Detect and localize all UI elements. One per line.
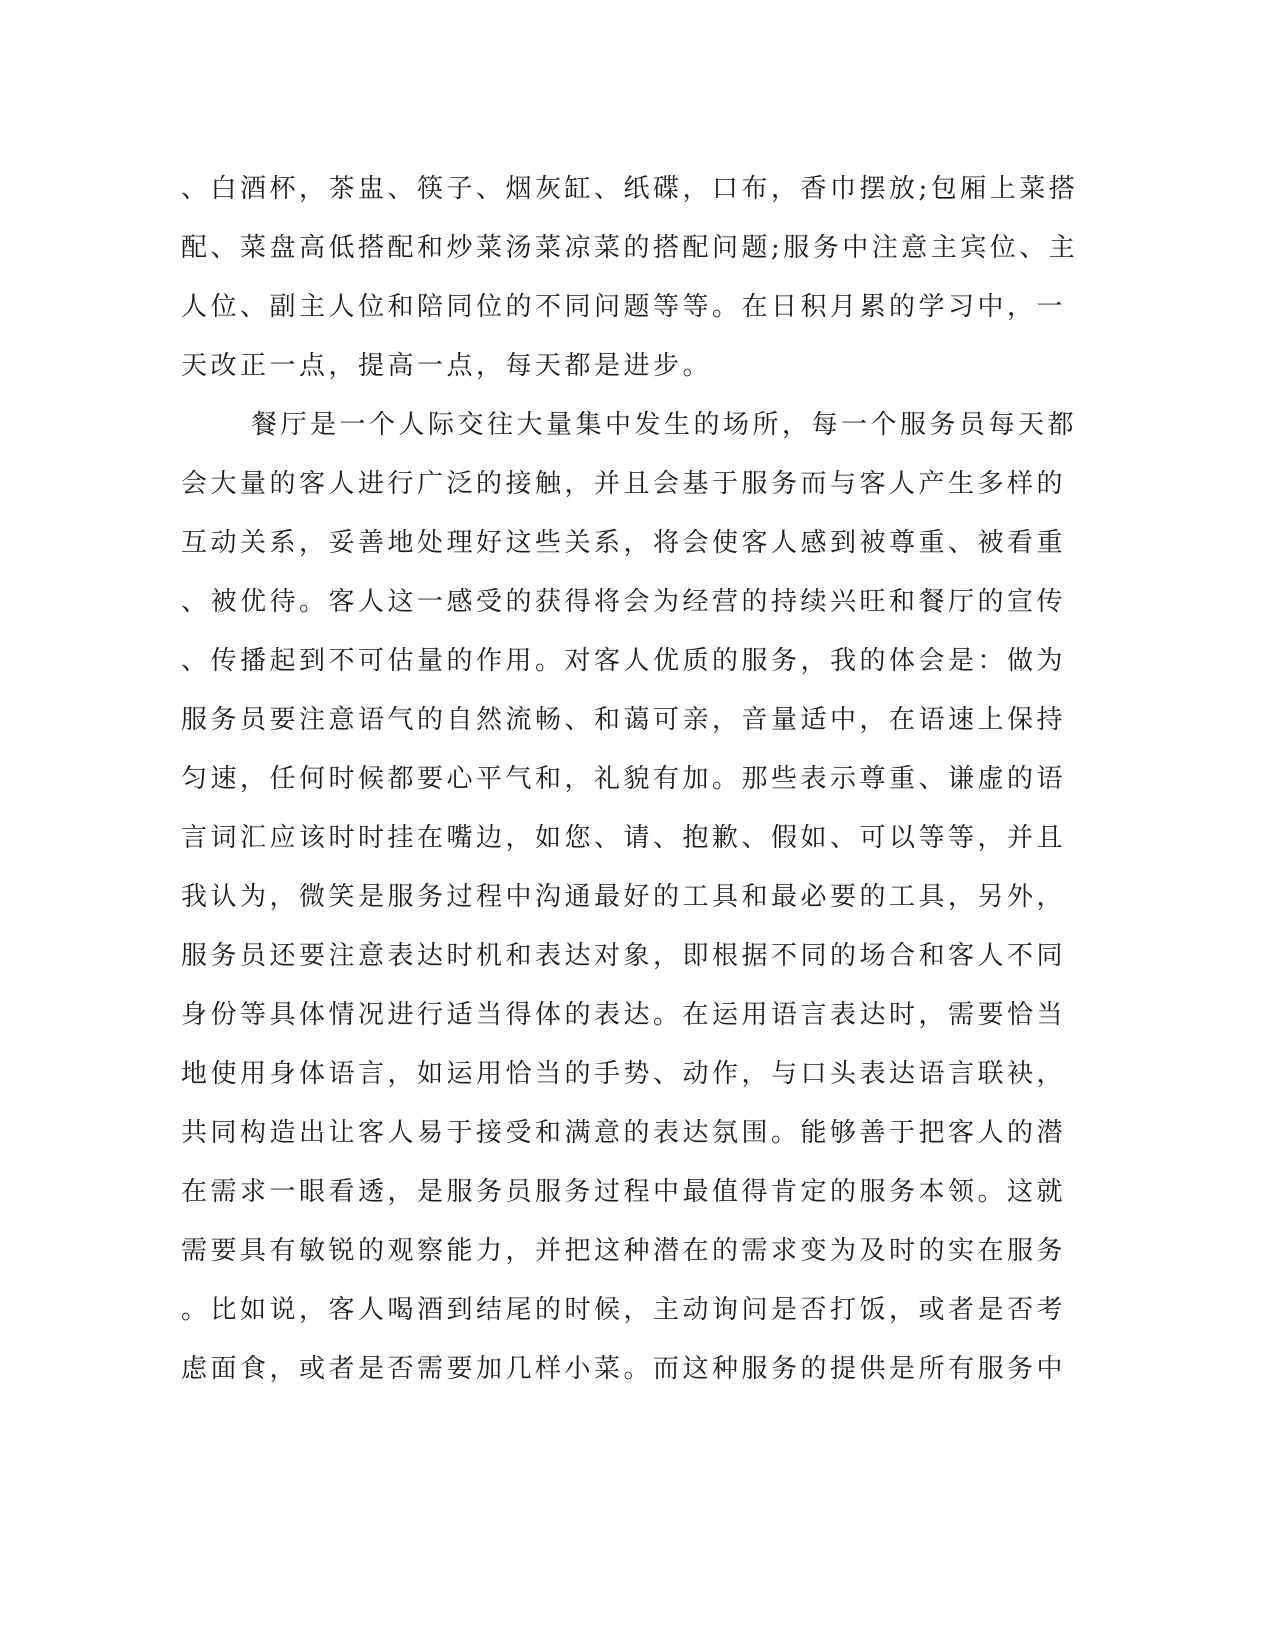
text-line: 服务员还要注意表达时机和表达对象，即根据不同的场合和客人不同 (181, 941, 1067, 971)
text-line: 。比如说，客人喝酒到结尾的时候，主动询问是否打饭，或者是否考 (181, 1295, 1067, 1325)
text-line: 天改正一点，提高一点，每天都是进步。 (181, 351, 713, 381)
text-line: 人位、副主人位和陪同位的不同问题等等。在日积月累的学习中，一 (181, 292, 1067, 322)
text-line: 我认为，微笑是服务过程中沟通最好的工具和最必要的工具，另外， (181, 882, 1067, 912)
paragraph-1 (181, 160, 1079, 396)
text-line: 虑面食，或者是否需要加几样小菜。而这种服务的提供是所有服务中 (181, 1354, 1067, 1384)
text-line: 、传播起到不可估量的作用。对客人优质的服务，我的体会是：做为 (181, 646, 1067, 676)
paragraph-2 (181, 396, 1078, 1399)
text-line: 会大量的客人进行广泛的接触，并且会基于服务而与客人产生多样的 (181, 469, 1067, 499)
text-line: 互动关系，妥善地处理好这些关系，将会使客人感到被尊重、被看重 (181, 528, 1067, 558)
text-line: 需要具有敏锐的观察能力，并把这种潜在的需求变为及时的实在服务 (181, 1236, 1067, 1266)
text-line: 共同构造出让客人易于接受和满意的表达氛围。能够善于把客人的潜 (181, 1118, 1067, 1148)
text-line: 餐厅是一个人际交往大量集中发生的场所，每一个服务员每天都 (251, 410, 1078, 440)
text-line: 匀速，任何时候都要心平气和，礼貌有加。那些表示尊重、谦虚的语 (181, 764, 1067, 794)
text-line: 服务员要注意语气的自然流畅、和蔼可亲，音量适中，在语速上保持 (181, 705, 1067, 735)
text-line: 配、菜盘高低搭配和炒菜汤菜凉菜的搭配问题;服务中注意主宾位、主 (181, 233, 1079, 263)
body-text (181, 160, 1079, 1399)
text-line: 、被优待。客人这一感受的获得将会为经营的持续兴旺和餐厅的宣传 (181, 587, 1067, 617)
text-line: 身份等具体情况进行适当得体的表达。在运用语言表达时，需要恰当 (181, 1000, 1067, 1030)
text-line: 在需求一眼看透，是服务员服务过程中最值得肯定的服务本领。这就 (181, 1177, 1067, 1207)
text-line: 地使用身体语言，如运用恰当的手势、动作，与口头表达语言联袂， (181, 1059, 1067, 1089)
text-line: 、白酒杯，茶盅、筷子、烟灰缸、纸碟，口布，香巾摆放;包厢上菜搭 (181, 174, 1079, 204)
text-line: 言词汇应该时时挂在嘴边，如您、请、抱歉、假如、可以等等，并且 (181, 823, 1067, 853)
